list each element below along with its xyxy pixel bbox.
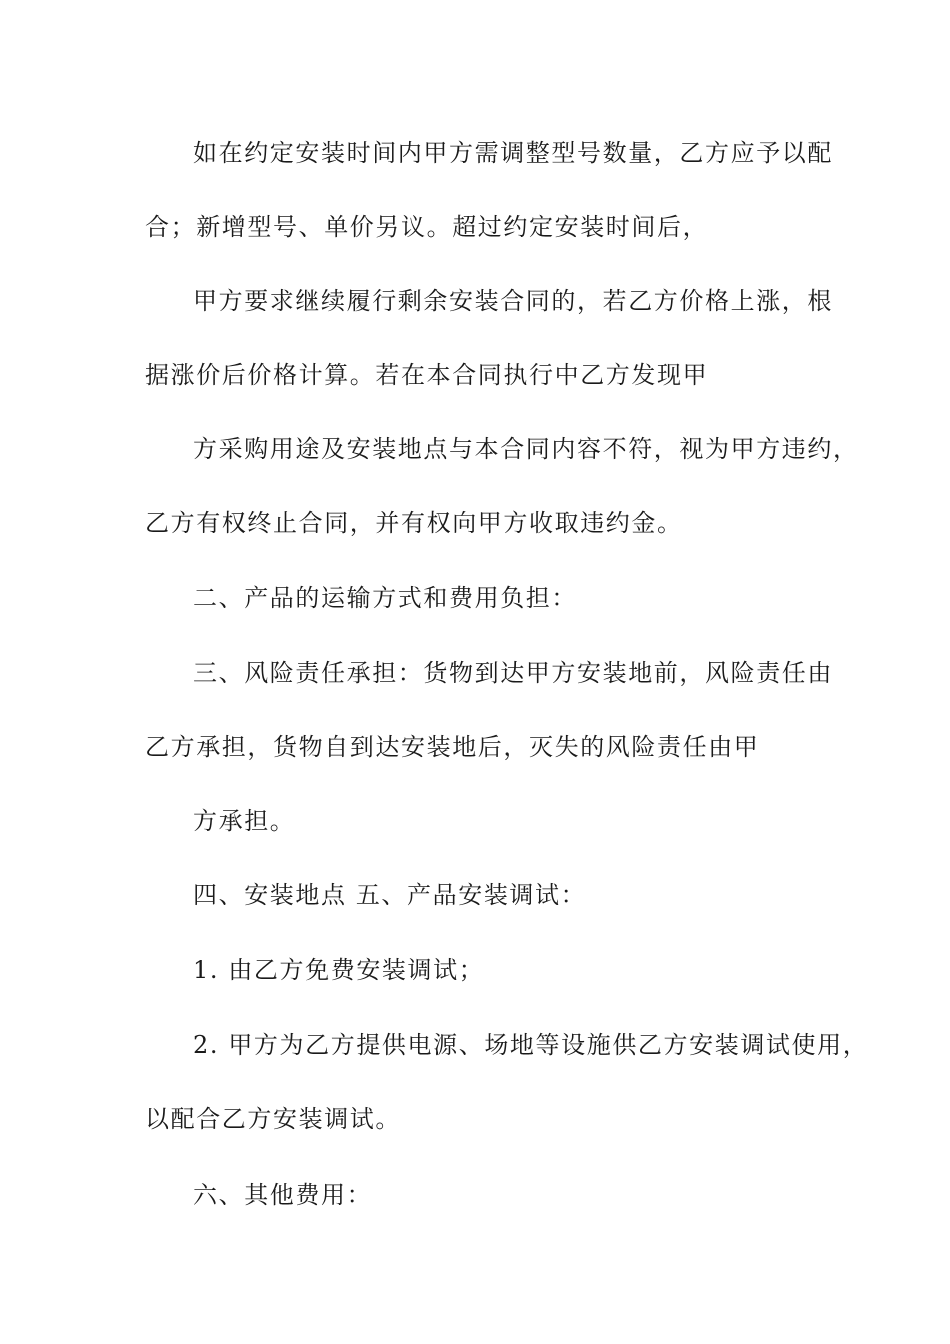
list-item-2: 2. 甲方为乙方提供电源、场地等设施供乙方安装调试使用， [193, 1031, 869, 1059]
paragraph-line-2: 合；新增型号、单价另议。超过约定安装时间后， [145, 213, 709, 241]
section-heading-other-fees: 六、其他费用： [193, 1181, 373, 1209]
list-item-2-continued: 以配合乙方安装调试。 [145, 1105, 401, 1133]
paragraph-line-6: 乙方有权终止合同，并有权向甲方收取违约金。 [145, 509, 683, 537]
section-heading-installation: 四、安装地点 五、产品安装调试： [193, 881, 587, 909]
paragraph-line-risk-1: 三、风险责任承担：货物到达甲方安装地前，风险责任由 [193, 659, 833, 687]
list-item-1: 1. 由乙方免费安装调试； [193, 956, 485, 984]
paragraph-line-1: 如在约定安装时间内甲方需调整型号数量，乙方应予以配 [193, 139, 833, 167]
paragraph-line-4: 据涨价后价格计算。若在本合同执行中乙方发现甲 [145, 361, 709, 389]
paragraph-line-risk-3: 方承担。 [193, 807, 296, 835]
section-heading-transport: 二、产品的运输方式和费用负担： [193, 584, 577, 612]
paragraph-line-risk-2: 乙方承担，货物自到达安装地后，灭失的风险责任由甲 [145, 733, 760, 761]
paragraph-line-3: 甲方要求继续履行剩余安装合同的，若乙方价格上涨，根 [193, 287, 833, 315]
paragraph-line-5: 方采购用途及安装地点与本合同内容不符，视为甲方违约， [193, 435, 859, 463]
